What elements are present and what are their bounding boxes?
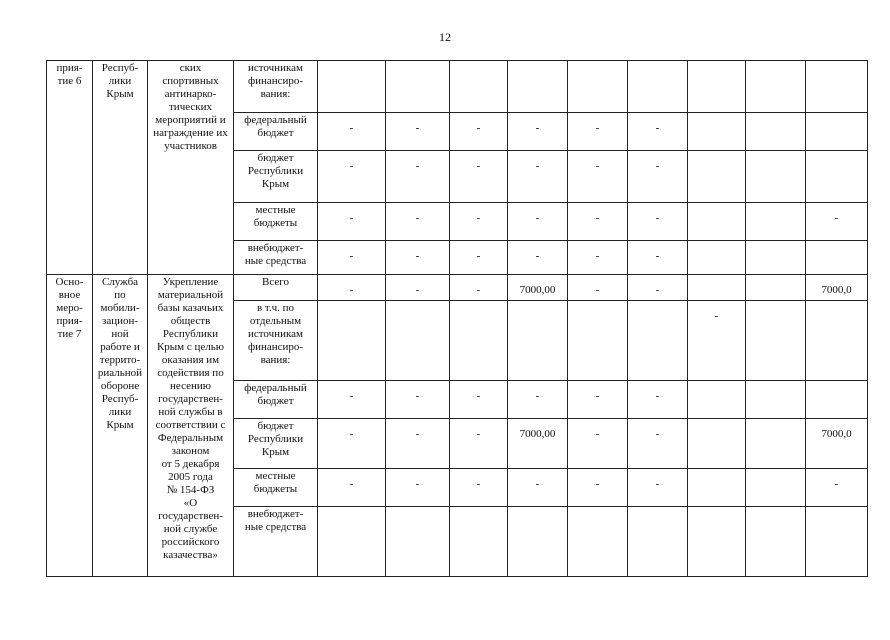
value-text: - <box>655 428 660 440</box>
value-cell <box>688 381 746 419</box>
value-cell <box>746 61 806 113</box>
value-text <box>630 62 685 70</box>
value-cell <box>386 113 450 151</box>
value-text <box>748 470 803 478</box>
value-cell <box>386 381 450 419</box>
value-cell <box>746 381 806 419</box>
value-text: - <box>415 428 420 440</box>
value-cell <box>318 113 386 151</box>
value-text: - <box>595 390 600 402</box>
value-text: - <box>655 478 660 490</box>
value-cell <box>450 275 508 301</box>
value-text <box>320 302 383 310</box>
value-text: - <box>349 122 354 134</box>
table-row <box>47 61 868 113</box>
value-cell <box>688 151 746 203</box>
value-cell <box>746 419 806 469</box>
value-text <box>748 114 803 122</box>
value-text: - <box>349 428 354 440</box>
value-cell <box>508 507 568 577</box>
value-cell <box>688 61 746 113</box>
value-text: - <box>476 160 481 172</box>
value-text: - <box>476 478 481 490</box>
value-cell <box>628 381 688 419</box>
value-text <box>630 302 685 310</box>
value-text <box>690 62 743 70</box>
value-text: - <box>476 212 481 224</box>
source-cell: местные бюджеты <box>234 469 318 507</box>
value-text: 7000,00 <box>519 428 556 440</box>
value-cell <box>386 419 450 469</box>
block1-executor-cell: Респуб- лики Крым <box>93 61 148 275</box>
value-cell <box>746 151 806 203</box>
value-text <box>748 302 803 310</box>
value-text <box>388 302 447 310</box>
value-text <box>748 420 803 428</box>
value-text <box>452 302 505 310</box>
value-cell <box>688 203 746 241</box>
value-cell <box>508 419 568 469</box>
value-text: - <box>415 390 420 402</box>
value-text <box>690 242 743 250</box>
value-cell <box>746 469 806 507</box>
value-text <box>808 242 865 250</box>
value-cell <box>806 203 868 241</box>
block2-name-cell: Укрепление материальной базы казачьих обществ Республики Крым с целью оказания им содействия по несению государствен- ной службы в соответствии с Федеральным законом от 5 декабря 2005 года № 154-ФЗ «О государствен- ной службе российского казачества» <box>148 275 234 577</box>
value-text: - <box>535 478 540 490</box>
value-cell <box>628 241 688 275</box>
value-text <box>808 302 865 310</box>
value-text: - <box>655 212 660 224</box>
value-cell <box>628 203 688 241</box>
value-text: - <box>595 250 600 262</box>
value-text <box>320 62 383 70</box>
value-cell <box>386 203 450 241</box>
value-cell <box>688 507 746 577</box>
value-cell <box>386 301 450 381</box>
value-cell <box>688 469 746 507</box>
block2-executor-cell: Служба по мобили- зацион- ной работе и террито- риальной обороне Респуб- лики Крым <box>93 275 148 577</box>
value-text: - <box>655 284 660 296</box>
value-text: - <box>595 478 600 490</box>
value-cell <box>688 113 746 151</box>
value-text <box>452 62 505 70</box>
value-cell <box>746 275 806 301</box>
source-cell: бюджет Республики Крым <box>234 151 318 203</box>
value-text: - <box>415 160 420 172</box>
value-text <box>748 242 803 250</box>
value-cell <box>386 241 450 275</box>
value-text: - <box>714 310 719 322</box>
value-cell <box>806 241 868 275</box>
value-cell <box>318 151 386 203</box>
source-cell: местные бюджеты <box>234 203 318 241</box>
value-text: 7000,00 <box>519 284 556 296</box>
value-text: - <box>349 390 354 402</box>
value-text <box>570 508 625 516</box>
value-cell <box>628 275 688 301</box>
value-text <box>510 62 565 70</box>
value-cell <box>568 151 628 203</box>
value-cell <box>568 113 628 151</box>
source-cell: бюджет Республики Крым <box>234 419 318 469</box>
value-text: - <box>535 160 540 172</box>
value-cell <box>386 275 450 301</box>
value-text <box>748 276 803 284</box>
value-cell <box>386 469 450 507</box>
value-text <box>808 114 865 122</box>
value-text: - <box>834 478 839 490</box>
value-cell <box>806 469 868 507</box>
value-cell <box>628 61 688 113</box>
value-cell <box>508 113 568 151</box>
value-text <box>690 508 743 516</box>
value-cell <box>806 113 868 151</box>
value-cell <box>688 275 746 301</box>
value-text: - <box>655 160 660 172</box>
value-cell <box>386 507 450 577</box>
value-text <box>808 152 865 160</box>
value-cell <box>628 151 688 203</box>
value-text: - <box>349 250 354 262</box>
value-text: - <box>349 478 354 490</box>
block2-event-cell: Осно- вное меро- прия- тие 7 <box>47 275 93 577</box>
value-text: - <box>349 284 354 296</box>
value-cell <box>568 241 628 275</box>
value-cell <box>386 61 450 113</box>
value-cell <box>450 469 508 507</box>
value-text <box>570 62 625 70</box>
value-cell <box>568 507 628 577</box>
source-cell: в т.ч. по отдельным источникам финансиро- вания: <box>234 301 318 381</box>
value-text: - <box>476 390 481 402</box>
value-text <box>388 508 447 516</box>
value-cell <box>688 301 746 381</box>
value-cell <box>450 203 508 241</box>
value-cell <box>508 381 568 419</box>
value-cell <box>746 113 806 151</box>
value-text: - <box>595 212 600 224</box>
value-cell <box>688 241 746 275</box>
value-text: - <box>415 284 420 296</box>
value-cell <box>746 203 806 241</box>
value-text: - <box>476 284 481 296</box>
value-cell <box>508 301 568 381</box>
value-text: - <box>535 212 540 224</box>
value-cell <box>508 275 568 301</box>
value-text: - <box>655 390 660 402</box>
value-text: - <box>595 122 600 134</box>
page-number: 12 <box>439 30 451 44</box>
value-text: - <box>595 428 600 440</box>
source-cell: источникам финансиро- вания: <box>234 61 318 113</box>
value-cell <box>318 469 386 507</box>
value-cell <box>318 241 386 275</box>
value-text: - <box>655 250 660 262</box>
source-cell: федеральный бюджет <box>234 381 318 419</box>
value-text: - <box>415 122 420 134</box>
value-text: - <box>415 250 420 262</box>
value-text: - <box>535 390 540 402</box>
value-cell <box>450 151 508 203</box>
value-text <box>748 204 803 212</box>
value-cell <box>508 151 568 203</box>
value-cell <box>628 469 688 507</box>
value-text <box>388 62 447 70</box>
value-cell <box>568 301 628 381</box>
value-cell <box>450 113 508 151</box>
value-cell <box>806 507 868 577</box>
value-text <box>690 382 743 390</box>
value-text: - <box>535 250 540 262</box>
value-cell <box>806 151 868 203</box>
source-cell: федеральный бюджет <box>234 113 318 151</box>
value-cell <box>318 275 386 301</box>
source-cell: внебюджет- ные средства <box>234 241 318 275</box>
value-cell <box>450 381 508 419</box>
value-text: - <box>476 428 481 440</box>
value-cell <box>746 241 806 275</box>
value-cell <box>508 61 568 113</box>
value-text <box>690 276 743 284</box>
value-text: 7000,0 <box>821 284 852 296</box>
value-text: - <box>476 250 481 262</box>
value-cell <box>568 469 628 507</box>
value-cell <box>746 507 806 577</box>
value-text <box>748 508 803 516</box>
value-cell <box>806 381 868 419</box>
value-text <box>808 62 865 70</box>
value-cell <box>318 507 386 577</box>
value-cell <box>568 381 628 419</box>
value-cell <box>318 61 386 113</box>
value-text: - <box>349 160 354 172</box>
value-cell <box>318 203 386 241</box>
value-text: 7000,0 <box>821 428 852 440</box>
value-cell <box>508 241 568 275</box>
value-cell <box>568 419 628 469</box>
value-cell <box>628 507 688 577</box>
value-cell <box>806 419 868 469</box>
value-text <box>510 508 565 516</box>
value-text <box>690 204 743 212</box>
value-cell <box>318 381 386 419</box>
value-cell <box>568 203 628 241</box>
value-text: - <box>415 478 420 490</box>
value-cell <box>450 241 508 275</box>
value-text <box>510 302 565 310</box>
value-text <box>570 302 625 310</box>
block1-name-cell: ских спортивных антинарко- тических мероприятий и награждение их участников <box>148 61 234 275</box>
value-text <box>808 382 865 390</box>
source-cell: Всего <box>234 275 318 301</box>
block1-event-cell: прия- тие 6 <box>47 61 93 275</box>
table-row <box>47 275 868 301</box>
value-text: - <box>476 122 481 134</box>
value-text <box>320 508 383 516</box>
value-text <box>748 152 803 160</box>
financing-table <box>46 60 868 577</box>
value-text <box>690 114 743 122</box>
value-text <box>690 420 743 428</box>
value-cell <box>508 469 568 507</box>
value-cell <box>806 61 868 113</box>
value-text: - <box>415 212 420 224</box>
value-cell <box>806 301 868 381</box>
value-text <box>690 152 743 160</box>
value-cell <box>628 113 688 151</box>
value-text <box>452 508 505 516</box>
value-text: - <box>655 122 660 134</box>
value-cell <box>628 419 688 469</box>
value-cell <box>688 419 746 469</box>
source-cell: внебюджет- ные средства <box>234 507 318 577</box>
value-cell <box>628 301 688 381</box>
value-text: - <box>834 212 839 224</box>
value-cell <box>746 301 806 381</box>
value-cell <box>450 419 508 469</box>
value-text: - <box>535 122 540 134</box>
value-cell <box>450 301 508 381</box>
value-text <box>748 62 803 70</box>
value-cell <box>318 419 386 469</box>
value-cell <box>806 275 868 301</box>
value-text <box>808 508 865 516</box>
value-text <box>690 470 743 478</box>
value-cell <box>318 301 386 381</box>
value-cell <box>568 275 628 301</box>
value-cell <box>508 203 568 241</box>
value-cell <box>568 61 628 113</box>
value-text <box>748 382 803 390</box>
value-text: - <box>349 212 354 224</box>
value-text: - <box>595 284 600 296</box>
value-cell <box>386 151 450 203</box>
value-text: - <box>595 160 600 172</box>
value-text <box>630 508 685 516</box>
value-cell <box>450 61 508 113</box>
value-cell <box>450 507 508 577</box>
